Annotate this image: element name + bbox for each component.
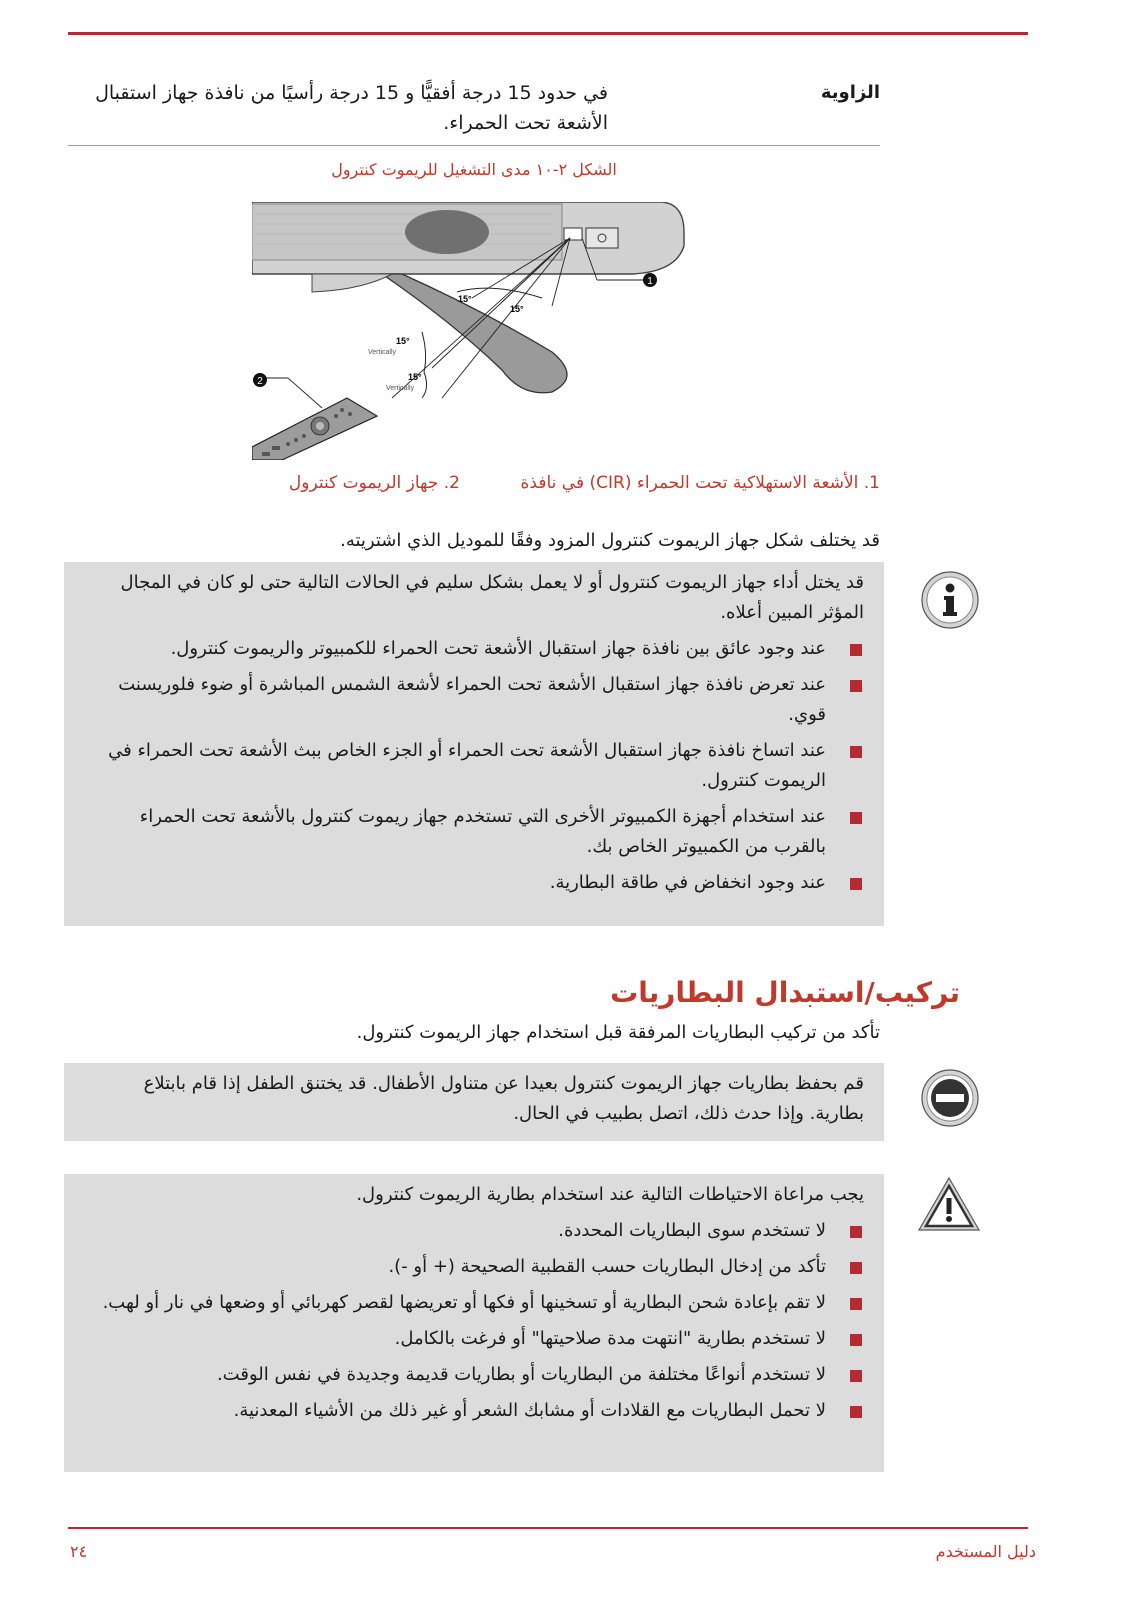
list-item: لا تقم بإعادة شحن البطارية أو تسخينها أو فكها أو تعريضها لقصر كهربائي أو وضعها في نار أو لهب.: [84, 1288, 864, 1318]
callout-2-label: 2: [257, 376, 263, 387]
speaker-hole: [405, 210, 489, 254]
angle-h-right: 15°: [510, 304, 524, 314]
angle-v-bottom: 15°: [408, 372, 422, 382]
list-item: تأكد من إدخال البطاريات حسب القطبية الصحيحة (+ أو -).: [84, 1252, 864, 1282]
section-title: تركيب/استبدال البطاريات: [610, 976, 960, 1009]
list-item: عند تعرض نافذة جهاز استقبال الأشعة تحت الحمراء لأشعة الشمس المباشرة أو ضوء فلوريسنت قوي.: [84, 670, 864, 730]
list-item: لا تستخدم سوى البطاريات المحددة.: [84, 1216, 864, 1246]
info-icon: [920, 570, 980, 630]
spec-divider: [68, 145, 880, 146]
angle-v-top: 15°: [396, 336, 410, 346]
bullet-square-icon: [850, 812, 862, 824]
caution-text: قم بحفظ بطاريات جهاز الريموت كنترول بعيدا عن متناول الأطفال. قد يختنق الطفل إذا قام بابتلاع بطارية. وإذا حدث ذلك، اتصل بطبيب في الحال.: [143, 1073, 864, 1124]
remote-range-figure: [252, 202, 700, 460]
bullet-square-icon: [850, 1298, 862, 1310]
info-note-intro: قد يختل أداء جهاز الريموت كنترول أو لا يعمل بشكل سليم في الحالات التالية حتى لو كان في المجال المؤثر المبين أعلاه.: [120, 572, 864, 623]
list-item: لا تستخدم أنواعًا مختلفة من البطاريات أو بطاريات قديمة وجديدة في نفس الوقت.: [84, 1360, 864, 1390]
page-number: ٢٤: [70, 1542, 88, 1561]
bullet-square-icon: [850, 1334, 862, 1346]
warning-icon: [917, 1174, 977, 1234]
warning-intro: يجب مراعاة الاحتياطات التالية عند استخدام بطارية الريموت كنترول.: [356, 1184, 864, 1205]
remote-range-illustration: [252, 202, 700, 460]
stop-icon: [920, 1068, 980, 1128]
info-note-box: [64, 562, 884, 926]
legend-item-2: 2. جهاز الريموت كنترول: [288, 473, 460, 493]
spec-text: في حدود 15 درجة أفقيًّا و 15 درجة رأسيًا من نافذة جهاز استقبال الأشعة تحت الحمراء.: [95, 82, 608, 134]
list-item: عند اتساخ نافذة جهاز استقبال الأشعة تحت الحمراء أو الجزء الخاص ببث الأشعة تحت الحمراء في الريموت كنترول.: [84, 736, 864, 796]
list-item: عند وجود انخفاض في طاقة البطارية.: [84, 868, 864, 898]
vertical-label-top: Vertically: [368, 349, 397, 356]
vertical-label-bottom: Vertically: [386, 385, 415, 392]
remote-control: [252, 398, 377, 460]
ir-receiver-window: [564, 228, 582, 240]
warning-list: [84, 1216, 864, 1432]
bullet-square-icon: [850, 1370, 862, 1382]
list-item: لا تستخدم بطارية "انتهت مدة صلاحيتها" أو فرغت بالكامل.: [84, 1324, 864, 1354]
bullet-square-icon: [850, 1406, 862, 1418]
caution-box: [64, 1063, 884, 1141]
battery-intro-paragraph: تأكد من تركيب البطاريات المرفقة قبل استخدام جهاز الريموت كنترول.: [356, 1022, 880, 1043]
bullet-square-icon: [850, 878, 862, 890]
warning-box: [64, 1174, 884, 1472]
footer-guide-title: دليل المستخدم: [935, 1542, 1036, 1561]
bullet-square-icon: [850, 1262, 862, 1274]
model-note-paragraph: قد يختلف شكل جهاز الريموت كنترول المزود وفقًا للموديل الذي اشتريته.: [340, 530, 880, 551]
top-rule: [68, 32, 1028, 35]
bullet-square-icon: [850, 1226, 862, 1238]
legend-item-1: 1. الأشعة الاستهلاكية تحت الحمراء (CIR) في نافذة: [520, 473, 880, 493]
figure-caption: الشكل ٢-١٠ مدى التشغيل للريموت كنترول: [331, 160, 617, 179]
list-item: عند استخدام أجهزة الكمبيوتر الأخرى التي تستخدم جهاز ريموت كنترول بالأشعة تحت الحمراء بالقرب من الكمبيوتر الخاص بك.: [84, 802, 864, 862]
spec-label: الزاوية: [820, 82, 880, 103]
info-note-list: [84, 634, 864, 904]
bullet-square-icon: [850, 644, 862, 656]
callout-1-label: 1: [647, 276, 653, 287]
power-button: [586, 228, 618, 248]
bottom-rule: [68, 1527, 1028, 1529]
list-item: لا تحمل البطاريات مع القلادات أو مشابك الشعر أو غير ذلك من الأشياء المعدنية.: [84, 1396, 864, 1426]
bullet-square-icon: [850, 746, 862, 758]
angle-h-left: 15°: [458, 294, 472, 304]
bullet-square-icon: [850, 680, 862, 692]
list-item: عند وجود عائق بين نافذة جهاز استقبال الأشعة تحت الحمراء للكمبيوتر والريموت كنترول.: [84, 634, 864, 664]
